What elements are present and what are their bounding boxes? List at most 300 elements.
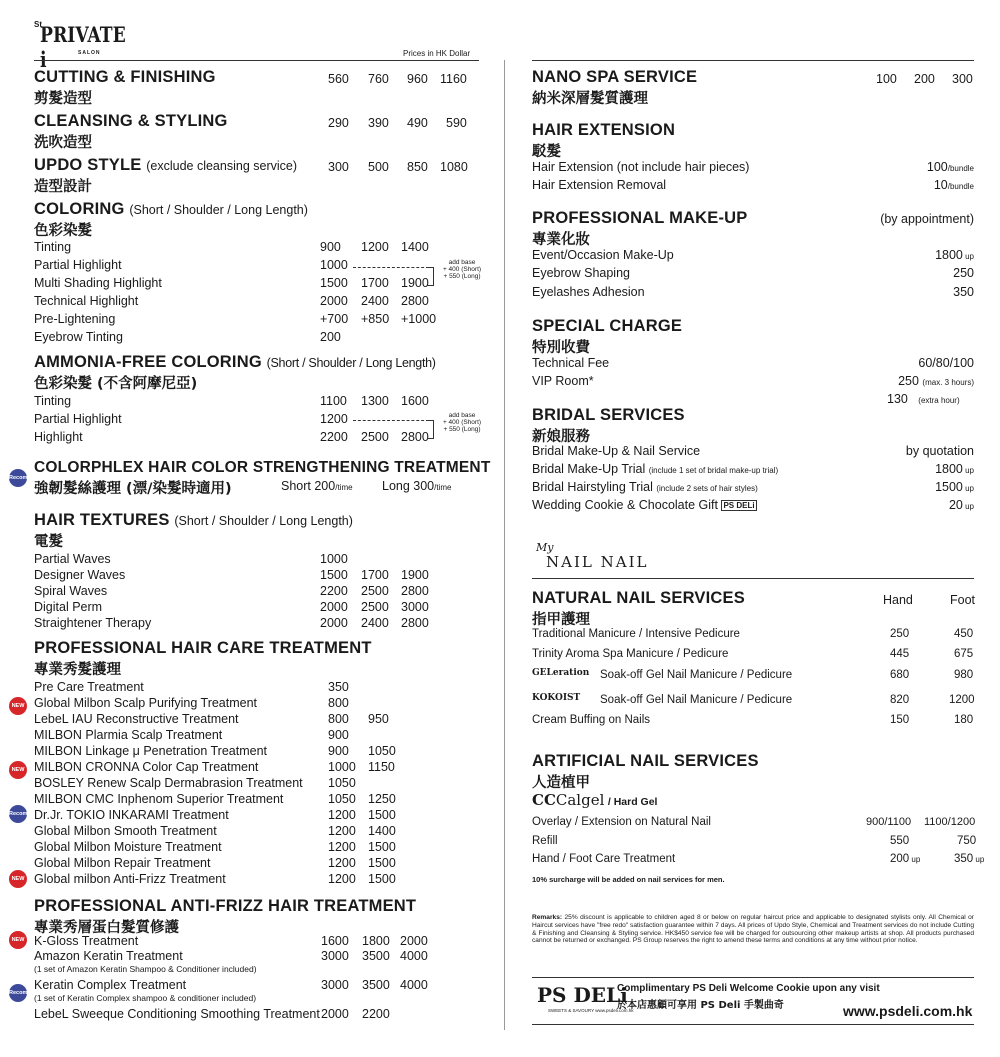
logo-nail-nail: NAIL NAIL [546,553,649,571]
price: 2800 [401,616,429,630]
list-item [34,394,479,412]
row-name: Partial Waves [34,552,111,566]
price: 1150 [368,760,395,774]
row-name: Bridal Make-Up & Nail Service [532,444,701,458]
row-name: Bridal Make-Up Trial [532,462,646,476]
section-natural-nail [532,589,974,629]
price: 1500 [368,808,396,822]
list-item [34,568,479,584]
dashed-leader [353,267,429,268]
list-item [34,840,479,856]
hand-price: 820 [890,694,910,706]
price: by quotation [905,444,974,458]
row-name: Global Milbon Scalp Purifying Treatment [34,696,258,710]
price: 1500 [368,840,396,854]
row-note: (1 set of Keratin Complex shampoo & conditioner included) [34,993,257,1003]
row-name: Partial Highlight [34,258,122,272]
price: 300 [952,72,973,86]
price: 10 [933,178,948,192]
foot-price: 450 [954,628,974,640]
price: 900 [328,728,349,742]
list-item [34,696,479,712]
list-item [34,712,479,728]
prices-note: Prices in HK Dollar [403,49,471,58]
unit: /bundle [947,182,974,191]
calgel-logo [532,791,604,809]
list-item [34,294,479,312]
price: +1000 [401,312,437,326]
list-item [34,872,479,888]
brand-logo: GELeration [532,668,590,678]
section-updo [34,156,479,196]
price: 1800 [935,462,963,476]
right-top-rule [532,60,974,61]
price: 1160 [440,72,467,86]
price: 1700 [361,276,389,290]
row-name: Partial Highlight [34,412,122,426]
price: 760 [368,72,389,86]
bracket [427,420,434,439]
note-line: add base [448,259,476,266]
bracket [427,267,434,286]
price: +850 [361,312,390,326]
row-name: Hair Extension Removal [532,178,667,192]
logo-name: PRIVATE i [40,22,126,72]
price: 130 [887,392,908,406]
row-name: Event/Occasion Make-Up [532,248,674,262]
hand-price: 680 [890,669,910,681]
row-name: Keratin Complex Treatment [34,978,187,992]
price: 850 [407,160,428,174]
row-name: Designer Waves [34,568,126,582]
price: 1500 [320,276,348,290]
section-subtitle: (exclude cleansing service) [146,159,297,173]
section-title: HAIR TEXTURES [34,511,170,529]
ammonia-rows [34,394,479,448]
price: 1250 [368,792,396,806]
row-name: Traditional Manicure / Intensive Pedicure [532,628,740,640]
section-title-zh: 人造植甲 [532,775,590,791]
price: +700 [320,312,349,326]
section-title: CUTTING & FINISHING [34,68,216,86]
section-title-zh: 剪髮造型 [34,91,92,107]
row-name: Pre-Lightening [34,312,116,326]
price: 1000 [328,760,356,774]
price: 1500 [368,856,396,870]
unit: up [909,855,921,864]
dashed-leader [353,420,429,421]
price: 3000 [321,978,349,992]
section-subtitle: (Short / Shoulder / Long Length) [174,514,353,528]
price: 1500 [368,872,396,886]
section-special-charge [532,317,974,406]
price: 900 [320,240,341,254]
price: 2200 [320,584,348,598]
price: 1600 [321,934,349,948]
row-name: Eyebrow Tinting [34,330,123,344]
section-bridal [532,406,974,512]
foot-price: 980 [954,669,974,681]
price: 2400 [361,616,389,630]
list-item [34,616,479,632]
hand-price: 150 [890,714,910,726]
section-title: UPDO STYLE [34,156,142,174]
price: 560 [328,72,349,86]
section-title-zh: 洗吹造型 [34,135,92,151]
unit: up [962,502,974,511]
price: 1100 [320,394,347,408]
price: 200 [914,72,935,86]
row-name: MILBON Linkage μ Penetration Treatment [34,744,268,758]
price: 1600 [401,394,429,408]
list-item [34,776,479,792]
price: 3000 [401,600,429,614]
section-title-zh: 專業秀層蛋白髮質修護 [34,920,179,936]
section-title: NANO SPA SERVICE [532,68,698,86]
section-nano-spa [532,68,974,108]
price: 2000 [321,1007,349,1021]
row-name: Wedding Cookie & Chocolate Gift [532,498,718,512]
price: 2500 [361,600,389,614]
row-name: Soak-off Gel Nail Manicure / Pedicure [600,694,793,706]
section-hair-extension [532,121,974,192]
list-item [34,240,479,258]
row-name: Spiral Waves [34,584,108,598]
price: 350 [328,680,349,694]
list-item [34,824,479,840]
price: 200 [320,330,341,344]
row-name: Technical Highlight [34,294,139,308]
section-title: CLEANSING & STYLING [34,112,228,130]
section-title-zh: 駁髮 [532,144,561,160]
section-title: HAIR EXTENSION [532,121,676,139]
price: 1900 [401,568,429,582]
price: 2800 [401,430,429,444]
unit: up [973,855,985,864]
unit: (max. 3 hours) [922,378,974,387]
price: 950 [368,712,389,726]
price: 1200 [361,240,389,254]
foot-header: Foot [950,593,976,607]
section-coloring [34,200,479,240]
price: 1200 [328,808,356,822]
price: 3500 [362,978,390,992]
calgel-name: Calgel [555,791,605,809]
list-item [34,808,479,824]
section-title: PROFESSIONAL ANTI-FRIZZ HAIR TREATMENT [34,897,417,915]
price: 1500 [935,480,963,494]
section-title-zh: 色彩染髮 [34,223,92,239]
price: 2800 [401,294,429,308]
row-name: BOSLEY Renew Scalp Dermabrasion Treatment [34,776,303,790]
recommend-badge-icon: Recom. [9,805,27,823]
price: 2000 [400,934,428,948]
price: 1200 [320,412,348,426]
row-name: K-Gloss Treatment [34,934,139,948]
section-hair-care [34,639,479,679]
list-item [34,760,479,776]
unit: /bundle [947,164,974,173]
list-item [34,430,479,448]
price: 1700 [361,568,389,582]
section-title: NATURAL NAIL SERVICES [532,589,745,607]
list-item [34,330,479,348]
section-title: PROFESSIONAL MAKE-UP [532,209,748,227]
list-item [34,600,479,616]
row-name: Hair Extension (not include hair pieces) [532,160,750,174]
price: 1500 [320,568,348,582]
row-name: LebeL IAU Reconstructive Treatment [34,712,239,726]
price: 960 [407,72,428,86]
row-name: Soak-off Gel Nail Manicure / Pedicure [600,669,793,681]
ps-deli-url-link[interactable]: www.psdeli.com.hk [843,1003,973,1019]
list-item [34,312,479,330]
price: 800 [328,696,349,710]
appointment-note: (by appointment) [880,212,974,226]
section-title-zh: 納米深層髮質護理 [532,91,648,107]
row-sub: (include 2 sets of hair styles) [656,484,758,493]
foot-price: 1200 [949,694,975,706]
section-title: SPECIAL CHARGE [532,317,683,335]
hand-price: 900/1100 [866,816,912,828]
section-title: ARTIFICIAL NAIL SERVICES [532,752,759,770]
price: 1080 [440,160,468,174]
price: 1000 [320,258,348,272]
hand-header: Hand [883,593,913,607]
row-name: Trinity Aroma Spa Manicure / Pedicure [532,648,729,660]
price: 3000 [321,949,349,963]
section-anti-frizz [34,897,484,937]
list-item [532,648,974,666]
price: 4000 [400,978,428,992]
row-name: Cream Buffing on Nails [532,714,651,726]
section-make-up [532,209,974,299]
price: 390 [368,116,389,130]
list-item [34,276,479,294]
row-name: Eyebrow Shaping [532,266,630,280]
row-name: MILBON CRONNA Color Cap Treatment [34,760,259,774]
row-name: Global Milbon Smooth Treatment [34,824,217,838]
ps-deli-welcome-zh: 於本店惠顧可享用 PS Deli 手製曲奇 [617,1000,784,1011]
row-name: Bridal Hairstyling Trial [532,480,653,494]
note-line: + 550 (Long) [443,426,481,433]
left-top-rule [34,60,479,61]
price: 2000 [320,600,348,614]
section-title: PROFESSIONAL HAIR CARE TREATMENT [34,639,372,657]
row-note: (1 set of Amazon Keratin Shampoo & Conditioner included) [34,964,257,974]
section-title: BRIDAL SERVICES [532,406,685,424]
price: 2000 [320,294,348,308]
ps-deli-logo-sub: SWEETS & SAVOURY www.psdeli.com.hk [548,1008,634,1013]
care-rows [34,680,479,888]
remarks-text: 25% discount is applicable to children aged 8 or below on regular haircut price and applicable to designated stylists only. All Chemical or Haircut services have "free redo" satisfaction guarantee within 7 days. All prices of Updo Style, Chemical and Treatment services do not include Cutting & Finishing and Cleansing & Styling service. HK$450 service fee will be charged for outsourcing other makeup artists at shop. All products purchased cannot be returned or exchanged. PS Group reserves the right to amend these terms and conditions at any time without prior notice. [532,914,974,945]
row-name: Eyelashes Adhesion [532,285,645,299]
ps-deli-logo: PS DELi [537,983,628,1007]
note-line: add base [448,412,476,419]
list-item [34,856,479,872]
price: 1050 [328,776,356,790]
row-name: Global milbon Anti-Frizz Treatment [34,872,226,886]
row-name: MILBON CMC Inphenom Superior Treatment [34,792,284,806]
list-item [34,680,479,696]
price: 1200 [328,872,356,886]
section-subtitle: (Short / Shoulder / Long Length) [129,203,308,217]
hand-price: 200 [890,853,910,865]
logo-my: My [536,541,554,554]
price: 2000 [320,616,348,630]
row-name: MILBON Plarmia Scalp Treatment [34,728,223,742]
list-item [34,728,479,744]
logo-salon: SALON [78,50,101,56]
row-name: Global Milbon Moisture Treatment [34,840,222,854]
add-base-note [436,412,488,433]
textures-rows [34,552,479,632]
price: 2200 [320,430,348,444]
unit: (extra hour) [918,396,960,405]
column-divider [504,60,505,1030]
section-title-zh: 特別收費 [532,340,590,356]
row-name: Overlay / Extension on Natural Nail [532,816,711,828]
recommend-badge-icon: Recom. [9,984,27,1002]
price: 2800 [401,584,429,598]
price: 1900 [401,276,429,290]
logo-st: St [34,20,42,29]
price: 250 [953,266,974,280]
row-name: Amazon Keratin Treatment [34,949,183,963]
new-in-badge-icon: NEW IN [9,761,27,779]
price: 800 [328,712,349,726]
remarks [532,914,974,945]
note-line: + 400 (Short) [442,419,482,426]
hand-price: 445 [890,648,910,660]
row-name: Tinting [34,394,72,408]
price: 290 [328,116,349,130]
price: 1400 [401,240,429,254]
unit: up [962,252,974,261]
section-cutting [34,68,479,108]
section-ammonia-free [34,353,479,393]
row-name: Digital Perm [34,600,103,614]
foot-price: 750 [957,835,977,847]
calgel-cc-icon: CC [532,791,556,809]
price: 4000 [400,949,428,963]
price: 100 [876,72,897,86]
note-line: + 550 (Long) [443,273,481,280]
section-title-zh: 專業秀髮護理 [34,662,121,678]
row-name: VIP Room* [532,374,594,388]
row-name: Tinting [34,240,72,254]
section-title: COLORING [34,200,125,218]
section-subtitle: (Short / Shoulder / Long Length) [266,356,436,370]
unit: /time [335,483,353,492]
section-title-zh: 專業化妝 [532,232,590,248]
section-title-zh: 色彩染髮 (不含阿摩尼亞) [34,376,198,392]
price: 590 [446,116,467,130]
ps-deli-welcome: Complimentary PS Deli Welcome Cookie upon any visit [617,983,880,994]
row-name: Technical Fee [532,356,610,370]
new-in-badge-icon: NEW IN [9,870,27,888]
unit: /time [434,483,452,492]
list-item [34,584,479,600]
row-name: Highlight [34,430,83,444]
list-item [532,669,974,687]
new-in-badge-icon: NEW IN [9,931,27,949]
section-colorphlex [34,459,491,498]
section-artificial-nail [532,752,985,884]
hand-price: 550 [890,835,910,847]
price: 300 [328,160,349,174]
price: 1050 [328,792,356,806]
price: 20 [948,498,963,512]
price: 1300 [361,394,389,408]
foot-price: 180 [954,714,974,726]
price: 3500 [362,949,390,963]
coloring-rows [34,240,479,348]
divider [532,578,974,579]
surcharge-note: 10% surcharge will be added on nail services for men. [532,875,725,884]
unit: up [962,466,974,475]
price: 490 [407,116,428,130]
hand-price: 250 [890,628,910,640]
price: 2500 [361,584,389,598]
price: 1200 [328,840,356,854]
row-sub: (include 1 set of bridal make-up trial) [648,466,779,475]
section-title-zh: 造型設計 [34,179,92,195]
price: 60/80/100 [918,356,974,370]
new-in-badge-icon: NEW IN [9,697,27,715]
remarks-label: Remarks: [532,914,563,921]
foot-price: 1100/1200 [924,816,976,828]
price: 900 [328,744,349,758]
row-name: Multi Shading Highlight [34,276,162,290]
section-title-zh: 指甲護理 [532,612,590,628]
price: 1000 [320,552,348,566]
row-name: Refill [532,835,558,847]
price: 2200 [362,1007,390,1021]
list-item [532,628,974,646]
row-name: LebeL Sweeque Conditioning Smoothing Treatment [34,1007,320,1021]
note-line: + 400 (Short) [442,266,482,273]
add-base-note [436,259,488,280]
section-title-zh: 強韌髮絲護理 (漂/染髮時適用) [34,481,232,497]
list-item [34,792,479,808]
section-title-zh: 電髮 [34,534,63,550]
price: 250 [898,374,919,388]
section-title-zh: 新娘服務 [532,429,590,445]
price: 100 [926,160,948,174]
price: 1200 [328,856,356,870]
price: 1800 [362,934,390,948]
foot-price: 350 [954,853,974,865]
section-cleansing [34,112,479,152]
short-price: Short 200 [281,479,336,493]
list-item [34,552,479,568]
ps-deli-mini-logo: PS DELi [723,501,755,511]
row-name: Dr.Jr. TOKIO INKARAMI Treatment [34,808,229,822]
recommend-badge-icon: Recom. [9,469,27,487]
list-item [34,744,479,760]
price: 1200 [328,824,356,838]
row-name: Global Milbon Repair Treatment [34,856,211,870]
foot-price: 675 [954,648,974,660]
section-hair-textures [34,511,479,551]
list-item [34,412,479,430]
long-price: Long 300 [382,479,435,493]
price: 500 [368,160,389,174]
price: 1050 [368,744,396,758]
list-item [532,714,974,732]
price: 350 [953,285,974,299]
